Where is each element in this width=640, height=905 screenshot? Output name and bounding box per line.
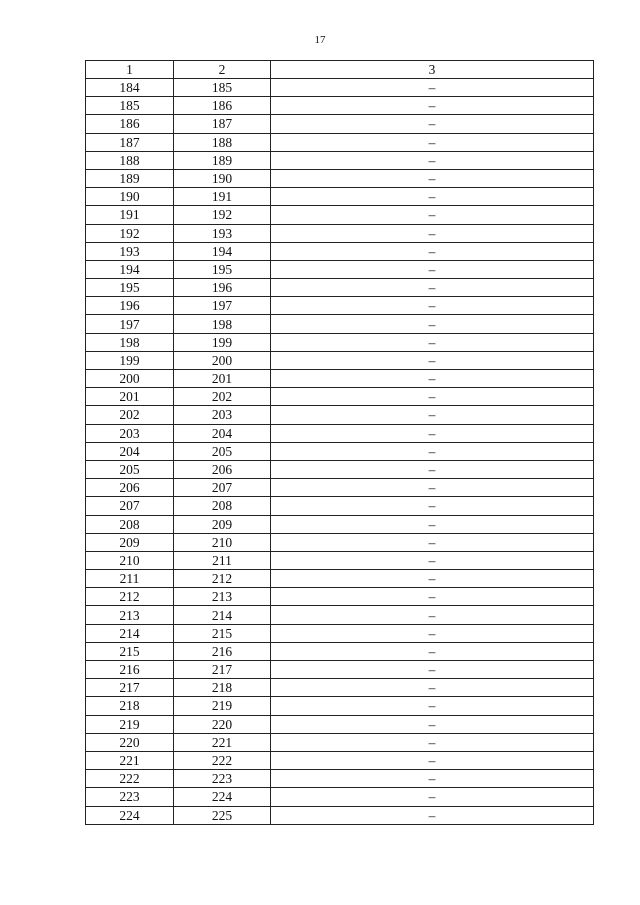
table-cell-col-3: – — [271, 260, 594, 278]
table-cell-col-2: 207 — [174, 479, 271, 497]
table-cell-col-3: – — [271, 570, 594, 588]
table-cell-col-2: 216 — [174, 642, 271, 660]
table-cell-col-1: 192 — [86, 224, 174, 242]
table-cell-col-3: – — [271, 806, 594, 824]
table-cell-col-3: – — [271, 242, 594, 260]
table-cell-col-2: 196 — [174, 279, 271, 297]
table-cell-col-1: 195 — [86, 279, 174, 297]
table-cell-col-1: 221 — [86, 751, 174, 769]
table-cell-col-3: – — [271, 606, 594, 624]
table-cell-col-1: 197 — [86, 315, 174, 333]
table-cell-col-3: – — [271, 133, 594, 151]
table-row — [86, 624, 594, 642]
table-row — [86, 733, 594, 751]
table-row — [86, 133, 594, 151]
table-cell-col-3: – — [271, 497, 594, 515]
table-cell-col-2: 224 — [174, 788, 271, 806]
table-cell-col-2: 206 — [174, 460, 271, 478]
table-cell-col-2: 217 — [174, 661, 271, 679]
table-cell-col-3: – — [271, 315, 594, 333]
table-row — [86, 242, 594, 260]
table-cell-col-2: 199 — [174, 333, 271, 351]
table-cell-col-3: – — [271, 442, 594, 460]
table-cell-col-3: – — [271, 97, 594, 115]
table-cell-col-1: 218 — [86, 697, 174, 715]
table-cell-col-2: 185 — [174, 79, 271, 97]
table-row — [86, 169, 594, 187]
table-cell-col-1: 185 — [86, 97, 174, 115]
table-cell-col-3: – — [271, 697, 594, 715]
table-row — [86, 315, 594, 333]
table-cell-col-1: 196 — [86, 297, 174, 315]
table-row — [86, 279, 594, 297]
table-cell-col-1: 194 — [86, 260, 174, 278]
table-cell-col-2: 188 — [174, 133, 271, 151]
table-cell-col-1: 207 — [86, 497, 174, 515]
table-cell-col-3: – — [271, 151, 594, 169]
table-row — [86, 442, 594, 460]
table-cell-col-3: – — [271, 224, 594, 242]
table-row — [86, 551, 594, 569]
table-cell-col-1: 204 — [86, 442, 174, 460]
table-row — [86, 260, 594, 278]
table-row — [86, 224, 594, 242]
table-cell-col-3: – — [271, 169, 594, 187]
table-row — [86, 515, 594, 533]
table-cell-col-3: – — [271, 642, 594, 660]
table-cell-col-2: 187 — [174, 115, 271, 133]
table-cell-col-1: 188 — [86, 151, 174, 169]
table-cell-col-1: 219 — [86, 715, 174, 733]
table-header-row — [86, 61, 594, 79]
table-cell-col-3: – — [271, 115, 594, 133]
table-cell-col-2: 223 — [174, 770, 271, 788]
table-cell-col-2: 194 — [174, 242, 271, 260]
table-row — [86, 697, 594, 715]
table-row — [86, 151, 594, 169]
table-cell-col-2: 202 — [174, 388, 271, 406]
table-cell-col-3: – — [271, 751, 594, 769]
table-cell-col-2: 198 — [174, 315, 271, 333]
table-cell-col-1: 201 — [86, 388, 174, 406]
table-body — [86, 79, 594, 825]
table-cell-col-1: 208 — [86, 515, 174, 533]
table-cell-col-1: 190 — [86, 188, 174, 206]
table-cell-col-2: 193 — [174, 224, 271, 242]
table-cell-col-1: 210 — [86, 551, 174, 569]
table-row — [86, 788, 594, 806]
table-cell-col-3: – — [271, 388, 594, 406]
table-cell-col-1: 217 — [86, 679, 174, 697]
table-row — [86, 533, 594, 551]
table-cell-col-2: 205 — [174, 442, 271, 460]
table-cell-col-3: – — [271, 279, 594, 297]
table-cell-col-2: 220 — [174, 715, 271, 733]
table-cell-col-2: 215 — [174, 624, 271, 642]
table-cell-col-3: – — [271, 460, 594, 478]
table-row — [86, 370, 594, 388]
table-cell-col-2: 189 — [174, 151, 271, 169]
table-cell-col-1: 212 — [86, 588, 174, 606]
table-cell-col-3: – — [271, 206, 594, 224]
table-cell-col-2: 221 — [174, 733, 271, 751]
table-cell-col-3: – — [271, 661, 594, 679]
table-row — [86, 715, 594, 733]
table-cell-col-3: – — [271, 297, 594, 315]
table-cell-col-3: – — [271, 79, 594, 97]
table-cell-col-1: 203 — [86, 424, 174, 442]
table-cell-col-1: 187 — [86, 133, 174, 151]
table-cell-col-2: 225 — [174, 806, 271, 824]
table-cell-col-3: – — [271, 406, 594, 424]
table-cell-col-1: 206 — [86, 479, 174, 497]
table-cell-col-2: 201 — [174, 370, 271, 388]
table-row — [86, 188, 594, 206]
table-cell-col-1: 189 — [86, 169, 174, 187]
table-cell-col-3: – — [271, 624, 594, 642]
table-cell-col-1: 215 — [86, 642, 174, 660]
table-cell-col-2: 222 — [174, 751, 271, 769]
column-header-1: 1 — [86, 61, 174, 79]
table-cell-col-1: 205 — [86, 460, 174, 478]
table-cell-col-3: – — [271, 770, 594, 788]
table-cell-col-1: 220 — [86, 733, 174, 751]
table-cell-col-2: 212 — [174, 570, 271, 588]
table-cell-col-3: – — [271, 351, 594, 369]
table-cell-col-2: 195 — [174, 260, 271, 278]
table-cell-col-3: – — [271, 515, 594, 533]
table-cell-col-1: 200 — [86, 370, 174, 388]
table-cell-col-3: – — [271, 188, 594, 206]
table-cell-col-2: 210 — [174, 533, 271, 551]
table-row — [86, 333, 594, 351]
table-row — [86, 297, 594, 315]
table-cell-col-1: 202 — [86, 406, 174, 424]
table-cell-col-3: – — [271, 788, 594, 806]
table-row — [86, 424, 594, 442]
table-cell-col-3: – — [271, 424, 594, 442]
table-cell-col-3: – — [271, 370, 594, 388]
table-cell-col-2: 218 — [174, 679, 271, 697]
table-cell-col-2: 219 — [174, 697, 271, 715]
table-row — [86, 206, 594, 224]
table-cell-col-3: – — [271, 733, 594, 751]
table-cell-col-2: 208 — [174, 497, 271, 515]
table-cell-col-1: 211 — [86, 570, 174, 588]
table-cell-col-2: 197 — [174, 297, 271, 315]
table-row — [86, 570, 594, 588]
table-cell-col-1: 214 — [86, 624, 174, 642]
table-row — [86, 97, 594, 115]
table-cell-col-3: – — [271, 333, 594, 351]
table-cell-col-3: – — [271, 533, 594, 551]
table-cell-col-3: – — [271, 588, 594, 606]
table-cell-col-3: – — [271, 479, 594, 497]
table-cell-col-1: 209 — [86, 533, 174, 551]
table-cell-col-1: 224 — [86, 806, 174, 824]
table-cell-col-2: 190 — [174, 169, 271, 187]
table-cell-col-2: 213 — [174, 588, 271, 606]
table-cell-col-3: – — [271, 679, 594, 697]
table-row — [86, 497, 594, 515]
table-row — [86, 806, 594, 824]
table-row — [86, 588, 594, 606]
table-cell-col-2: 203 — [174, 406, 271, 424]
table-cell-col-1: 213 — [86, 606, 174, 624]
table-cell-col-3: – — [271, 715, 594, 733]
table-row — [86, 770, 594, 788]
table-row — [86, 479, 594, 497]
table-cell-col-1: 199 — [86, 351, 174, 369]
table-cell-col-2: 209 — [174, 515, 271, 533]
page-number: 17 — [314, 34, 326, 46]
table-cell-col-2: 204 — [174, 424, 271, 442]
table-cell-col-2: 191 — [174, 188, 271, 206]
table-cell-col-1: 186 — [86, 115, 174, 133]
column-header-3: 3 — [271, 61, 594, 79]
table-row — [86, 388, 594, 406]
table-cell-col-2: 200 — [174, 351, 271, 369]
table-row — [86, 751, 594, 769]
table-cell-col-1: 223 — [86, 788, 174, 806]
table-row — [86, 115, 594, 133]
table-row — [86, 460, 594, 478]
table-row — [86, 661, 594, 679]
table-cell-col-2: 186 — [174, 97, 271, 115]
table-cell-col-2: 192 — [174, 206, 271, 224]
table-row — [86, 351, 594, 369]
table-cell-col-3: – — [271, 551, 594, 569]
table-cell-col-1: 193 — [86, 242, 174, 260]
column-header-2: 2 — [174, 61, 271, 79]
table-row — [86, 606, 594, 624]
table-cell-col-1: 191 — [86, 206, 174, 224]
table-row — [86, 679, 594, 697]
table-cell-col-2: 214 — [174, 606, 271, 624]
data-table — [85, 60, 594, 825]
table-row — [86, 642, 594, 660]
table-cell-col-1: 198 — [86, 333, 174, 351]
table-cell-col-1: 184 — [86, 79, 174, 97]
table-row — [86, 406, 594, 424]
table-cell-col-2: 211 — [174, 551, 271, 569]
table-row — [86, 79, 594, 97]
table-cell-col-1: 216 — [86, 661, 174, 679]
table-cell-col-1: 222 — [86, 770, 174, 788]
